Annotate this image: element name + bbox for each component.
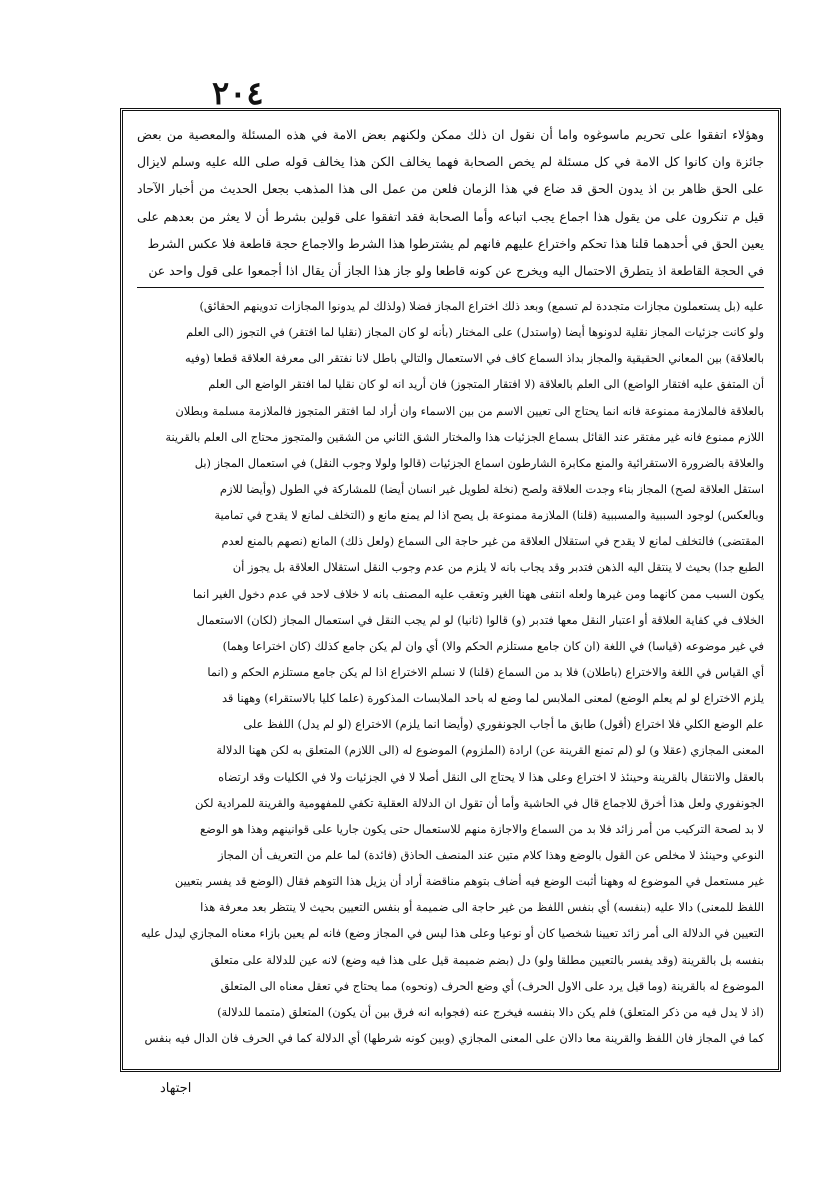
text-line: النوعي وحينئذ لا مخلص عن القول بالوضع وهذا كلام متين عند المنصف الحاذق (فائدة) لما علم من التعريف أن المجاز: [217, 847, 764, 862]
text-line: غير مستعمل في الموضوع له وههنا أثبت الوضع فيه أضاف بتوهم مناقضة أراد أن يزيل هذا التوهم فقال (الوضع قد يفسر بتعيين: [174, 874, 764, 889]
text-line: عليه (بل يستعملون مجازات متجددة لم تسمع) وبعد ذلك اختراع المجاز فضلا (ولذلك لم يدونوا المجازات تدوينهم الحقائق): [199, 299, 764, 313]
text-line: بالعقل والانتقال بالقرينة وحينئذ لا اختراع وعلى هذا لا يحتاج الى النقل أصلا لا في الجزئيات ولا في الكليات وقد ارتضاه: [218, 769, 764, 784]
text-line: وهؤلاء اتفقوا على تحريم ماسوغوه واما أن نقول ان ذلك ممكن ولكنهم بعض الامة في هذه المسئلة والمعصية من بعض: [137, 127, 764, 142]
text-line: علم الوضع الكلي فلا اختراع (أقول) طابق ما أجاب الجونفوري (وأيضا انما يلزم) الاختراع (لو لم يدل) اللفظ على: [243, 717, 764, 732]
text-line: التعيين في الدلالة الى أمر زائد تعيينا شخصيا كان أو نوعيا وعلى هذا ليس في المجاز وضع) فانه لم يعين بازاء معناه المجازي ليدل عليه: [140, 926, 764, 941]
page-number: ٢٠٤: [212, 74, 264, 112]
catchword: اجتهاد: [160, 1081, 192, 1096]
text-line: اللازم ممنوع فانه غير مفتقر عند القائل بسماع الجزئيات هذا والمختار الشق الثاني من الشقين والمتجوز محتاج الى العلم بالقرينة: [165, 429, 764, 444]
text-line: الطبع جدا) بحيث لا ينتقل اليه الذهن فتدبر وقد يجاب بانه لا يلزم من عدم وجوب النقل استقلال العلاقة بل يجوز أن: [232, 560, 764, 575]
commentary-text-block: [137, 293, 764, 1051]
text-line: والعلاقة بالضرورة الاستقرائية والمنع مكابرة الشارطون اسماع الجزئيات (قالوا ولولا وجوب النقل) في استعمال المجاز (بل: [194, 455, 764, 470]
text-line: قيل م تنكرون على من يقول هذا اجماع يجب اتباعه وأما الصحابة فقد اتفقوا على قولين بشرط أن لا يعثر من بعدهم على: [137, 208, 764, 224]
text-line: وبالعكس) لوجود السببية والمسببية (قلنا) الملازمة ممنوعة بل يصح اذا لم يمنع مانع و (التخلف لمانع لا يقدح في تمامية: [214, 508, 764, 523]
text-line: يلزم الاختراع لو لم يعلم الوضع) لمعنى الملابس لما وضع له باحد الملابسات المذكورة (علما كليا بالاستقراء) وههنا قد: [221, 691, 764, 706]
text-line: الموضوع له بالقرينة (وما قيل يرد على الاول الحرف) أي وضع الحرف (ونحوه) مما يحتاج في تعقل معناه الى المتعلق: [220, 978, 764, 993]
text-line: كما في المجاز فان اللفظ والقرينة معا دالان على المعنى المجازي (وبين كونه شرطها) أي الدلالة كما في الحرف فان الدال فيه بنفس: [144, 1030, 764, 1045]
text-line: بالعلاقة) بين المعاني الحقيقية والمجاز بداذ السماع كاف في الاستعمال والتالي باطل لانا نفتقر الى معرفة العلاقة قطعا (وفيه: [184, 351, 764, 366]
text-line: في غير موضوعه (قياسا) في اللغة (ان كان جامع مستلزم الحكم والا) أي وان لم يكن جامع كذلك (كان اختراعا وهما): [222, 638, 764, 653]
text-line: بنفسه بل بالقرينة (وقد يفسر بالتعيين مطلقا ولو) دل (بضم ضميمة قيل على هذا فيه وضع) لانه عين للدلالة على متعلق: [210, 952, 764, 967]
text-line: لا بد لصحة التركيب من أمر زائد فلا بد من السماع والاجازة منهم للاستعمال حتى يكون جاريا على قوانينهم وهذا هو الوضع: [200, 821, 764, 836]
text-line: (اذ لا يدل فيه من ذكر المتعلق) فلم يكن دالا بنفسه فيخرج عنه (فجوابه انه فرق بين أن يكون) المتعلق (متمما للدلالة): [217, 1004, 764, 1019]
text-line: يكون السبب ممن كانهما ومن غيرها ولعله انتفى ههنا الغير وتعقب عليه المصنف بانه لا خلاف لاحد في عدم دخول الغير انما: [192, 586, 764, 601]
text-line: المقتضى) فالتخلف لمانع لا يقدح في استقلال العلاقة من غير حاجة الى السماع (ولعل ذلك) المانع (نصهم بالمنع لعدم: [221, 534, 764, 549]
text-line: في الحجة القاطعة اذ يتطرق الاحتمال اليه ويخرج عن كونه قاطعا ولو جاز هذا الجاز أن يقال اذا أجمعوا على قول واحد عن: [148, 262, 764, 278]
text-line: اللفظ للمعنى) دالا عليه (بنفسه) أي بنفس اللفظ من غير حاجة الى ضميمة أو بنفس التعيين بحيث لا ينتظر بعد معرفة هذا: [200, 900, 764, 915]
text-line: أي القياس في اللغة والاختراع (باطلان) فلا بد من السماع (قلنا) لا نسلم الاختراع اذا لم يكن جامع مستلزم الحكم و (انما: [207, 664, 764, 679]
text-line: على الحق ظاهر بن اذ يدون الحق قد ضاع في هذا الزمان فلعن من عمل الى هذا المذهب بجعل الحديث من أخبار الآحاد: [137, 181, 764, 197]
text-line: استقل العلاقة لصح) المجاز بناء وجدت العلاقة ولصح (نخلة لطويل غير انسان أيضا) للمشاركة في الطول (وأيضا للازم: [219, 481, 764, 496]
text-line: جائزة وان كانوا كل الامة في كل مسئلة لم يخص الصحابة فهما يخالف الكن هذا يخالف قوله صلى الله عليه وسلم لايزال: [137, 154, 764, 170]
text-line: بالعلاقة فالملازمة ممنوعة فانه انما يحتاج الى تعيين الاسم من بين الاسماء وان أراد لما افتقر المتجوز فالملازمة مسلمة وبطلان: [175, 403, 764, 418]
text-line: ولو كانت جزئيات المجاز نقلية لدونوها أيضا (واستدل) على المختار (بأنه لو كان المجاز (نقليا لما افتقر) في التجوز (الى العلم: [186, 325, 764, 340]
text-line: الجونفوري ولعل هذا أخرق للاجماع قال في الحاشية وأما أن تقول ان الدلالة العقلية تكفي للمفهومية والقرينة للمرادية لكن: [194, 795, 764, 810]
section-divider: [137, 287, 764, 288]
page-frame: [120, 108, 781, 1072]
original-text-block: [137, 121, 764, 284]
text-line: يعين الحق في أحدهما قلنا هذا تحكم واختراع عليهم فانهم لم يشترطوا هذا الشرط والاجماع حجة قاطعة فلا عكس الشرط: [147, 235, 764, 251]
text-line: الخلاف في كفاية العلاقة أو اعتبار النقل معها فتدبر (و) قالوا (ثانيا) لو لم يجب النقل في استعمال المجاز (لكان) الاستعمال: [196, 612, 764, 627]
text-line: أن المتفق عليه افتقار الواضع) الى العلم بالعلاقة (لا افتقار المتجوز) فان أريد انه لو كان نقليا لما افتقر الواضع الى العلم: [208, 377, 764, 392]
text-line: المعنى المجازي (عقلا و) لو (لم تمنع القرينة عن) ارادة (الملزوم) الموضوع له (الى اللازم) المتعلق به لكن ههنا الدلالة: [216, 743, 764, 758]
